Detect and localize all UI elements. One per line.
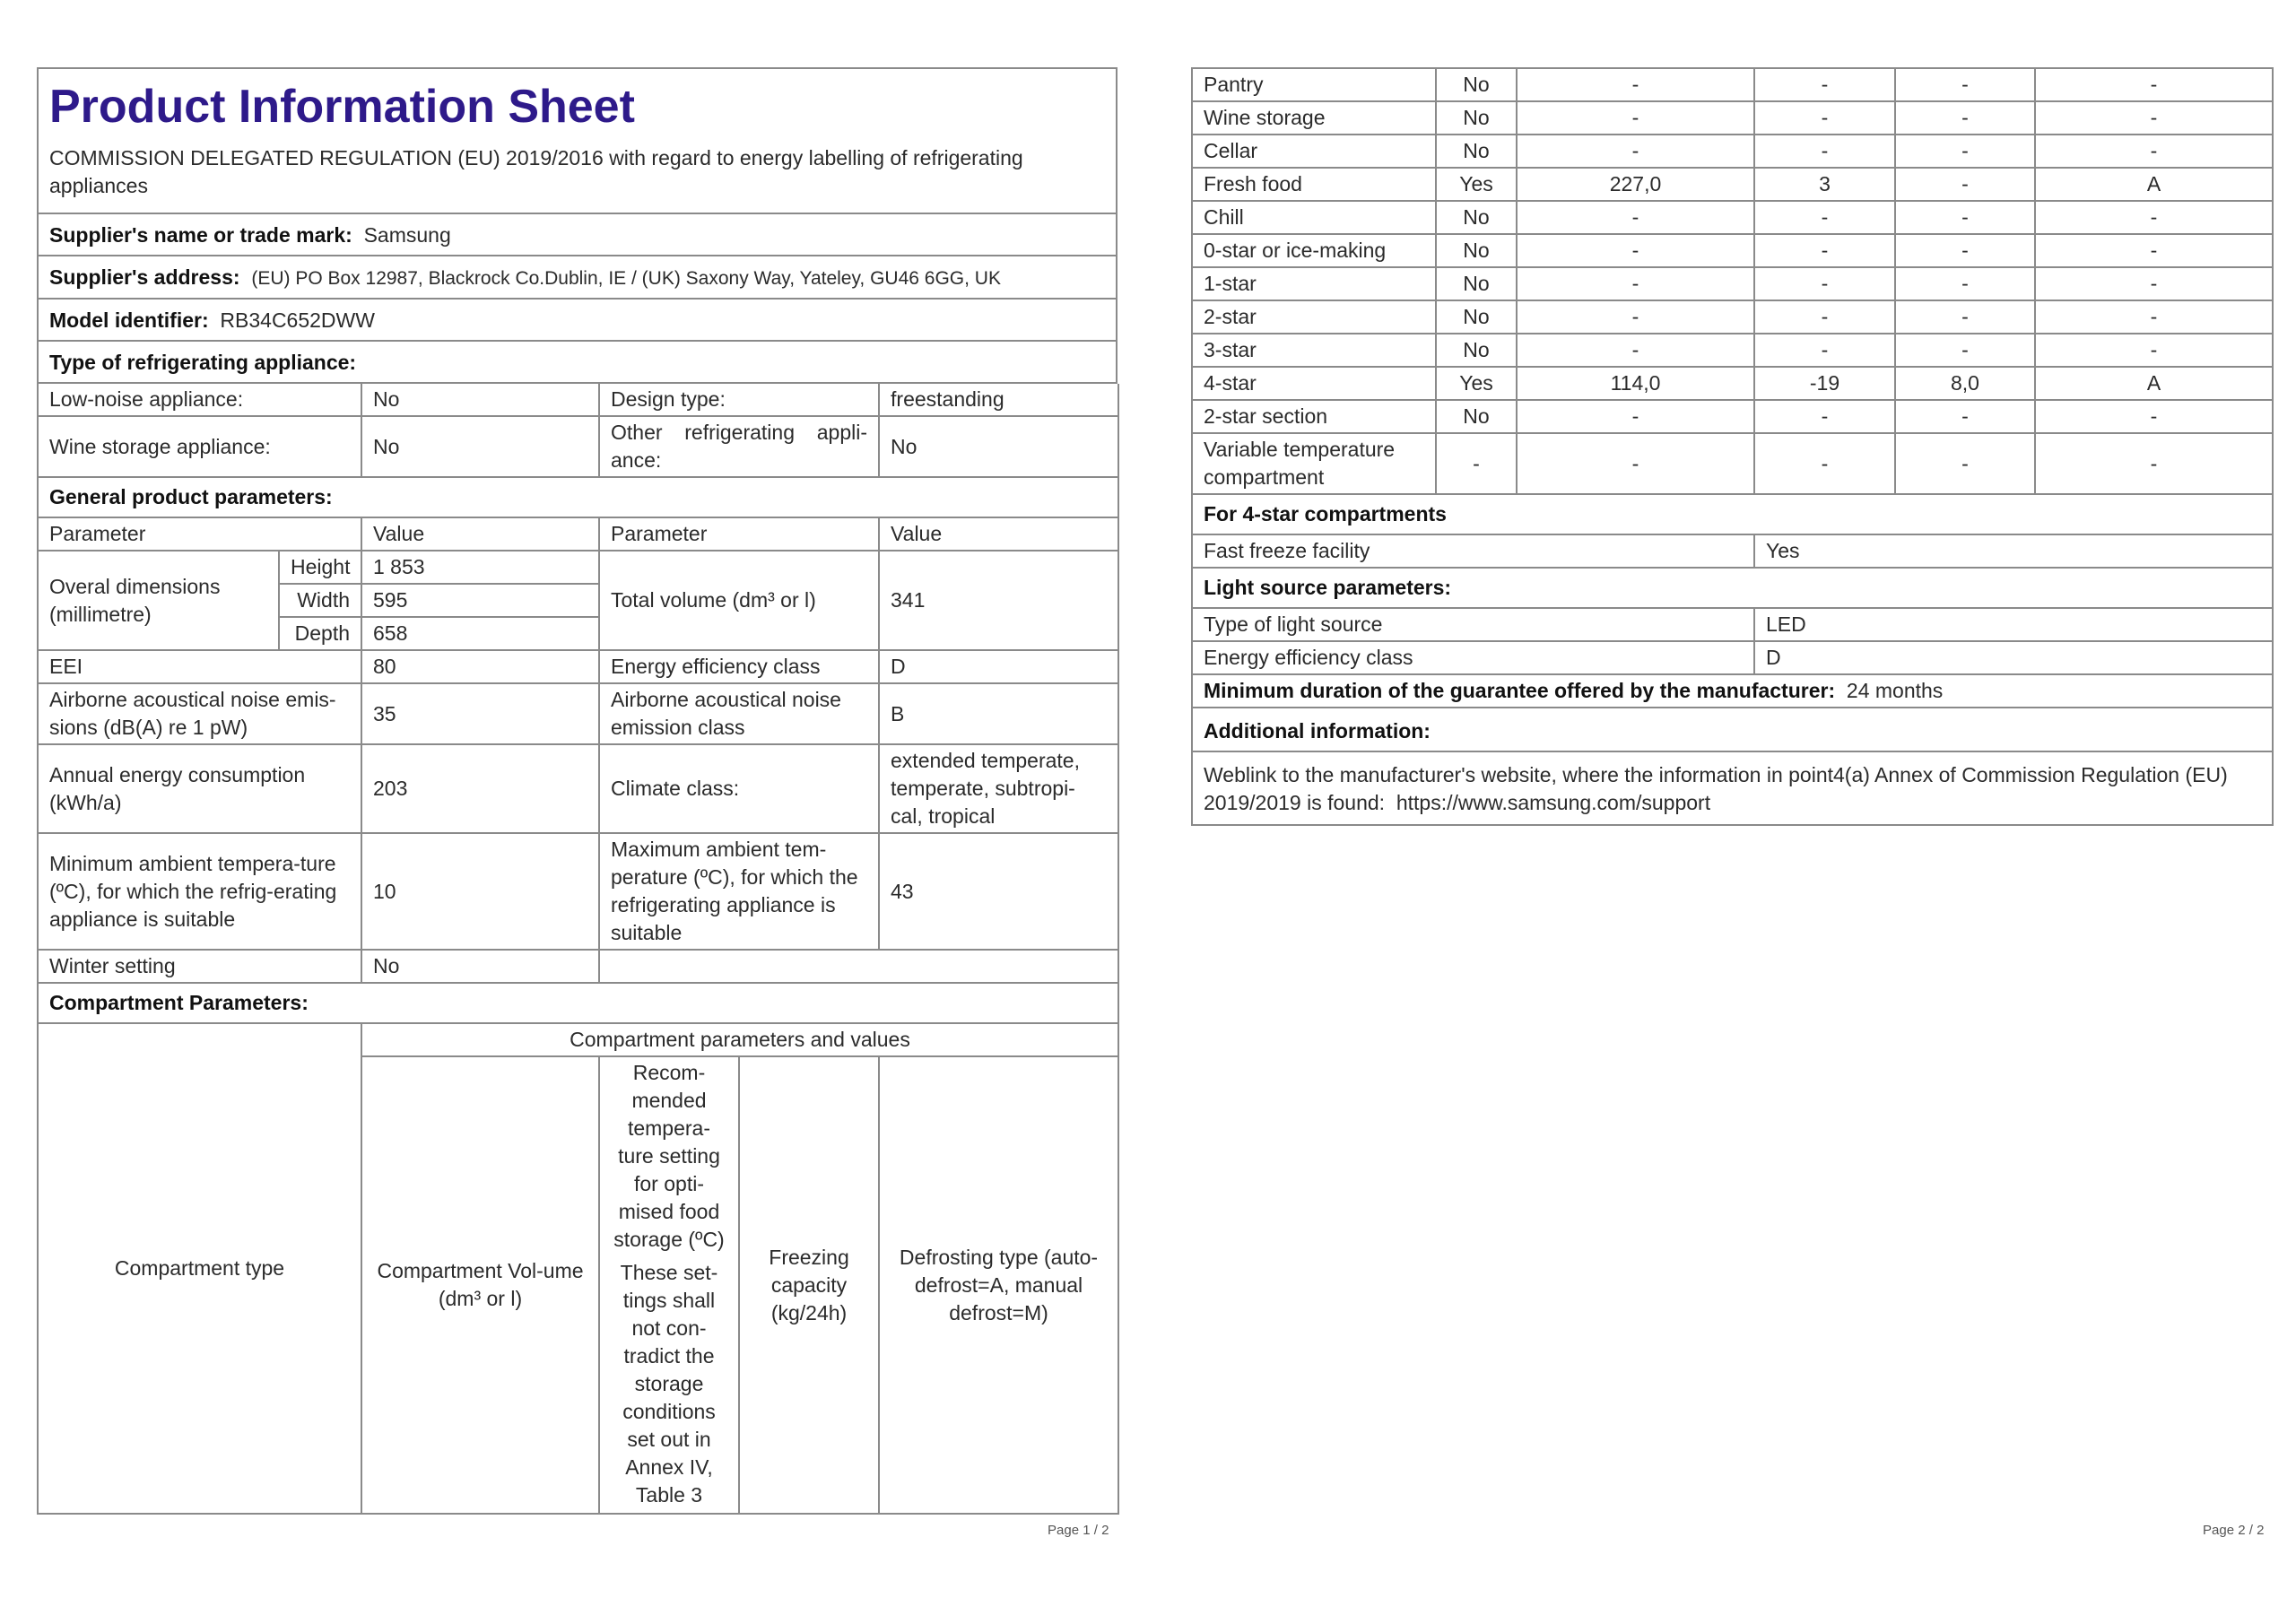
comp-temp-note: These set-tings shall not con-tradict the storage conditions set out in Annex IV, Table 3 [620, 1261, 718, 1507]
page-1 [37, 67, 1118, 1515]
winter-label: Winter setting [38, 950, 361, 983]
table-row [1192, 708, 2273, 751]
compartment-temp: - [1754, 101, 1895, 135]
max-ambient-label: Maximum ambient tem-perature (ºC), for which the refrigerating appliance is suitable [599, 833, 879, 950]
table-row [38, 744, 1118, 833]
table-row [38, 384, 1118, 416]
compartment-name: Variable temperature compartment [1192, 433, 1436, 494]
low-noise-value: No [361, 384, 599, 416]
compartment-name: Pantry [1192, 68, 1436, 101]
weblink-text: Weblink to the manufacturer's website, where the information in point4(a) Annex of Commission Regulation (EU) 2019/2019 is found: [1204, 763, 2228, 814]
table-row [1192, 400, 2273, 433]
compartment-present: No [1436, 400, 1517, 433]
compartment-name: 1-star [1192, 267, 1436, 300]
min-ambient-value: 10 [361, 833, 599, 950]
empty-cell [599, 950, 1118, 983]
compartment-freezing: 8,0 [1895, 367, 2035, 400]
light-class-value: D [1754, 641, 2273, 674]
compartment-freezing: - [1895, 300, 2035, 334]
compartment-volume: - [1517, 300, 1754, 334]
compartment-defrost: - [2035, 135, 2273, 168]
noise-emission-label: Airborne acoustical noise emis-sions (dB(A) re 1 pW) [38, 683, 361, 744]
other-appliance-value: No [879, 416, 1118, 477]
compartment-freezing: - [1895, 135, 2035, 168]
light-type-label: Type of light source [1192, 608, 1754, 641]
height-label: Height [279, 551, 361, 584]
general-table [37, 384, 1119, 1515]
page-label: Page [2203, 1523, 2235, 1538]
model-value: RB34C652DWW [220, 308, 375, 332]
supplier-name-label: Supplier's name or trade mark: [49, 223, 352, 247]
page-number-value: 1 / 2 [1083, 1523, 1109, 1538]
climate-class-value: extended temperate, temperate, subtropi-cal, tropical [879, 744, 1118, 833]
table-row [1192, 495, 2273, 534]
table-row [38, 950, 1118, 983]
compartment-temp: - [1754, 135, 1895, 168]
page-number-1 [1048, 1523, 1109, 1538]
compartment-defrost: - [2035, 433, 2273, 494]
compartment-defrost: - [2035, 234, 2273, 267]
light-class-label: Energy efficiency class [1192, 641, 1754, 674]
table-row [38, 477, 1118, 517]
compartment-freezing: - [1895, 234, 2035, 267]
compartment-defrost: - [2035, 101, 2273, 135]
compartment-defrost: A [2035, 168, 2273, 201]
compartment-temp: - [1754, 400, 1895, 433]
guarantee-row [1192, 674, 2273, 708]
compartment-name: Cellar [1192, 135, 1436, 168]
table-row [1192, 334, 2273, 367]
compartment-freezing: - [1895, 101, 2035, 135]
sheet-header [37, 67, 1118, 214]
compartment-freezing: - [1895, 433, 2035, 494]
noise-class-label: Airborne acoustical noise emission class [599, 683, 879, 744]
comp-params-header: Compartment parameters and values [361, 1023, 1118, 1056]
energy-class-value: D [879, 650, 1118, 683]
comp-volume-header: Compartment Vol-ume (dm³ or l) [361, 1056, 599, 1514]
table-row [38, 983, 1118, 1023]
compartment-defrost: - [2035, 400, 2273, 433]
compartment-rows [1192, 68, 2273, 494]
wine-storage-value: No [361, 416, 599, 477]
eei-label: EEI [38, 650, 361, 683]
compartment-volume: - [1517, 267, 1754, 300]
low-noise-label: Low-noise appliance: [38, 384, 361, 416]
table-row [38, 416, 1118, 477]
table-row [1192, 608, 2273, 641]
supplier-address-value: (EU) PO Box 12987, Blackrock Co.Dublin, IE / (UK) Saxony Way, Yateley, GU46 6GG, UK [251, 268, 1001, 289]
compartment-temp: - [1754, 234, 1895, 267]
compartment-volume: 227,0 [1517, 168, 1754, 201]
comp-type-header: Compartment type [38, 1023, 361, 1514]
width-value: 595 [361, 584, 599, 617]
compartment-freezing: - [1895, 267, 2035, 300]
regulation-text: COMMISSION DELEGATED REGULATION (EU) 2019/2016 with regard to energy labelling of refrigerating appliances [49, 146, 1023, 197]
compartment-defrost: - [2035, 267, 2273, 300]
compartment-volume: - [1517, 433, 1754, 494]
param-header: Parameter [38, 517, 361, 551]
fast-freeze-value: Yes [1754, 534, 2273, 568]
compartment-freezing: - [1895, 168, 2035, 201]
compartment-present: No [1436, 234, 1517, 267]
compartment-volume: - [1517, 68, 1754, 101]
compartment-present: No [1436, 68, 1517, 101]
noise-class-value: B [879, 683, 1118, 744]
page-2 [1191, 67, 2272, 826]
compartment-volume: - [1517, 201, 1754, 234]
supplier-name-row [37, 214, 1118, 256]
compartment-temp: - [1754, 433, 1895, 494]
noise-emission-value: 35 [361, 683, 599, 744]
compartment-present: No [1436, 101, 1517, 135]
compartment-temp: 3 [1754, 168, 1895, 201]
table-row [38, 551, 1118, 584]
compartment-name: 0-star or ice-making [1192, 234, 1436, 267]
value-header: Value [879, 517, 1118, 551]
page-title: Product Information Sheet [49, 81, 635, 133]
compartment-freezing: - [1895, 68, 2035, 101]
depth-label: Depth [279, 617, 361, 650]
compartment-name: 3-star [1192, 334, 1436, 367]
winter-value: No [361, 950, 599, 983]
compartment-name: 2-star [1192, 300, 1436, 334]
table-row [1192, 300, 2273, 334]
guarantee-value: 24 months [1846, 679, 1944, 702]
comp-temp-cell [599, 1056, 739, 1514]
fast-freeze-label: Fast freeze facility [1192, 534, 1754, 568]
compartment-table [1191, 67, 2274, 495]
annual-energy-value: 203 [361, 744, 599, 833]
height-value: 1 853 [361, 551, 599, 584]
compartment-name: 4-star [1192, 367, 1436, 400]
compartment-present: - [1436, 433, 1517, 494]
compartment-defrost: - [2035, 300, 2273, 334]
compartment-defrost: A [2035, 367, 2273, 400]
comp-freezing-header: Freezing capacity (kg/24h) [739, 1056, 879, 1514]
table-row [38, 650, 1118, 683]
dimensions-label: Overal dimensions (millimetre) [38, 551, 279, 650]
compartment-temp: -19 [1754, 367, 1895, 400]
compartment-freezing: - [1895, 201, 2035, 234]
compartment-name: Fresh food [1192, 168, 1436, 201]
table-row [38, 1023, 1118, 1056]
model-row [37, 300, 1118, 342]
supplier-address-label: Supplier's address: [49, 265, 240, 289]
compartment-name: Chill [1192, 201, 1436, 234]
table-row [1192, 168, 2273, 201]
general-params-label: General product parameters: [38, 477, 1118, 517]
comp-defrost-header: Defrosting type (auto-defrost=A, manual defrost=M) [879, 1056, 1118, 1514]
compartment-present: Yes [1436, 168, 1517, 201]
page-label: Page [1048, 1523, 1080, 1538]
compartment-present: Yes [1436, 367, 1517, 400]
compartment-present: No [1436, 334, 1517, 367]
table-row [38, 683, 1118, 744]
compartment-volume: - [1517, 334, 1754, 367]
compartment-name: Wine storage [1192, 101, 1436, 135]
page-number-value: 2 / 2 [2238, 1523, 2265, 1538]
table-row [1192, 267, 2273, 300]
table-row [1192, 135, 2273, 168]
table-row [38, 833, 1118, 950]
table-row [1192, 367, 2273, 400]
compartment-temp: - [1754, 300, 1895, 334]
compartment-freezing: - [1895, 334, 2035, 367]
four-star-label: For 4-star compartments [1192, 495, 2273, 534]
compartment-freezing: - [1895, 400, 2035, 433]
table-row [1192, 101, 2273, 135]
table-row [1192, 751, 2273, 825]
appliance-type-row [37, 342, 1118, 384]
climate-class-label: Climate class: [599, 744, 879, 833]
table-row [1192, 641, 2273, 674]
compartment-temp: - [1754, 68, 1895, 101]
table-row [1192, 68, 2273, 101]
energy-class-label: Energy efficiency class [599, 650, 879, 683]
min-ambient-label: Minimum ambient tempera-ture (ºC), for which the refrig-erating appliance is suitable [38, 833, 361, 950]
depth-value: 658 [361, 617, 599, 650]
design-type-label: Design type: [599, 384, 879, 416]
annual-energy-label: Annual energy consumption (kWh/a) [38, 744, 361, 833]
compartment-temp: - [1754, 334, 1895, 367]
appliance-type-label: Type of refrigerating appliance: [49, 351, 357, 374]
model-label: Model identifier: [49, 308, 209, 332]
compartment-present: No [1436, 267, 1517, 300]
eei-value: 80 [361, 650, 599, 683]
weblink-url[interactable]: https://www.samsung.com/support [1396, 791, 1711, 814]
table-row [1192, 234, 2273, 267]
table-row [1192, 433, 2273, 494]
light-source-label: Light source parameters: [1192, 568, 2273, 608]
compartment-present: No [1436, 300, 1517, 334]
other-appliance-label: Other refrigerating appli-ance: [599, 416, 879, 477]
weblink-row [1192, 751, 2273, 825]
value-header: Value [361, 517, 599, 551]
additional-info-label: Additional information: [1192, 708, 2273, 751]
supplier-name-value: Samsung [363, 223, 451, 247]
supplier-address-row [37, 256, 1118, 300]
compartment-params-label: Compartment Parameters: [38, 983, 1118, 1023]
max-ambient-value: 43 [879, 833, 1118, 950]
compartment-present: No [1436, 135, 1517, 168]
compartment-present: No [1436, 201, 1517, 234]
total-volume-label: Total volume (dm³ or l) [599, 551, 879, 650]
compartment-volume: - [1517, 135, 1754, 168]
page-number-2 [2203, 1523, 2264, 1538]
wine-storage-label: Wine storage appliance: [38, 416, 361, 477]
param-header: Parameter [599, 517, 879, 551]
table-row [1192, 674, 2273, 708]
compartment-volume: 114,0 [1517, 367, 1754, 400]
compartment-temp: - [1754, 201, 1895, 234]
light-type-value: LED [1754, 608, 2273, 641]
guarantee-label: Minimum duration of the guarantee offered by the manufacturer: [1204, 679, 1836, 702]
compartment-defrost: - [2035, 334, 2273, 367]
compartment-volume: - [1517, 234, 1754, 267]
table-row [1192, 201, 2273, 234]
total-volume-value: 341 [879, 551, 1118, 650]
width-label: Width [279, 584, 361, 617]
compartment-name: 2-star section [1192, 400, 1436, 433]
table-row [38, 517, 1118, 551]
compartment-volume: - [1517, 400, 1754, 433]
table-row [1192, 568, 2273, 608]
comp-temp-header: Recom-mended tempera-ture setting for opti-mised food storage (ºC) [613, 1061, 725, 1251]
design-type-value: freestanding [879, 384, 1118, 416]
table-row [1192, 534, 2273, 568]
compartment-defrost: - [2035, 68, 2273, 101]
compartment-volume: - [1517, 101, 1754, 135]
compartment-defrost: - [2035, 201, 2273, 234]
compartment-temp: - [1754, 267, 1895, 300]
extra-table [1191, 495, 2274, 826]
